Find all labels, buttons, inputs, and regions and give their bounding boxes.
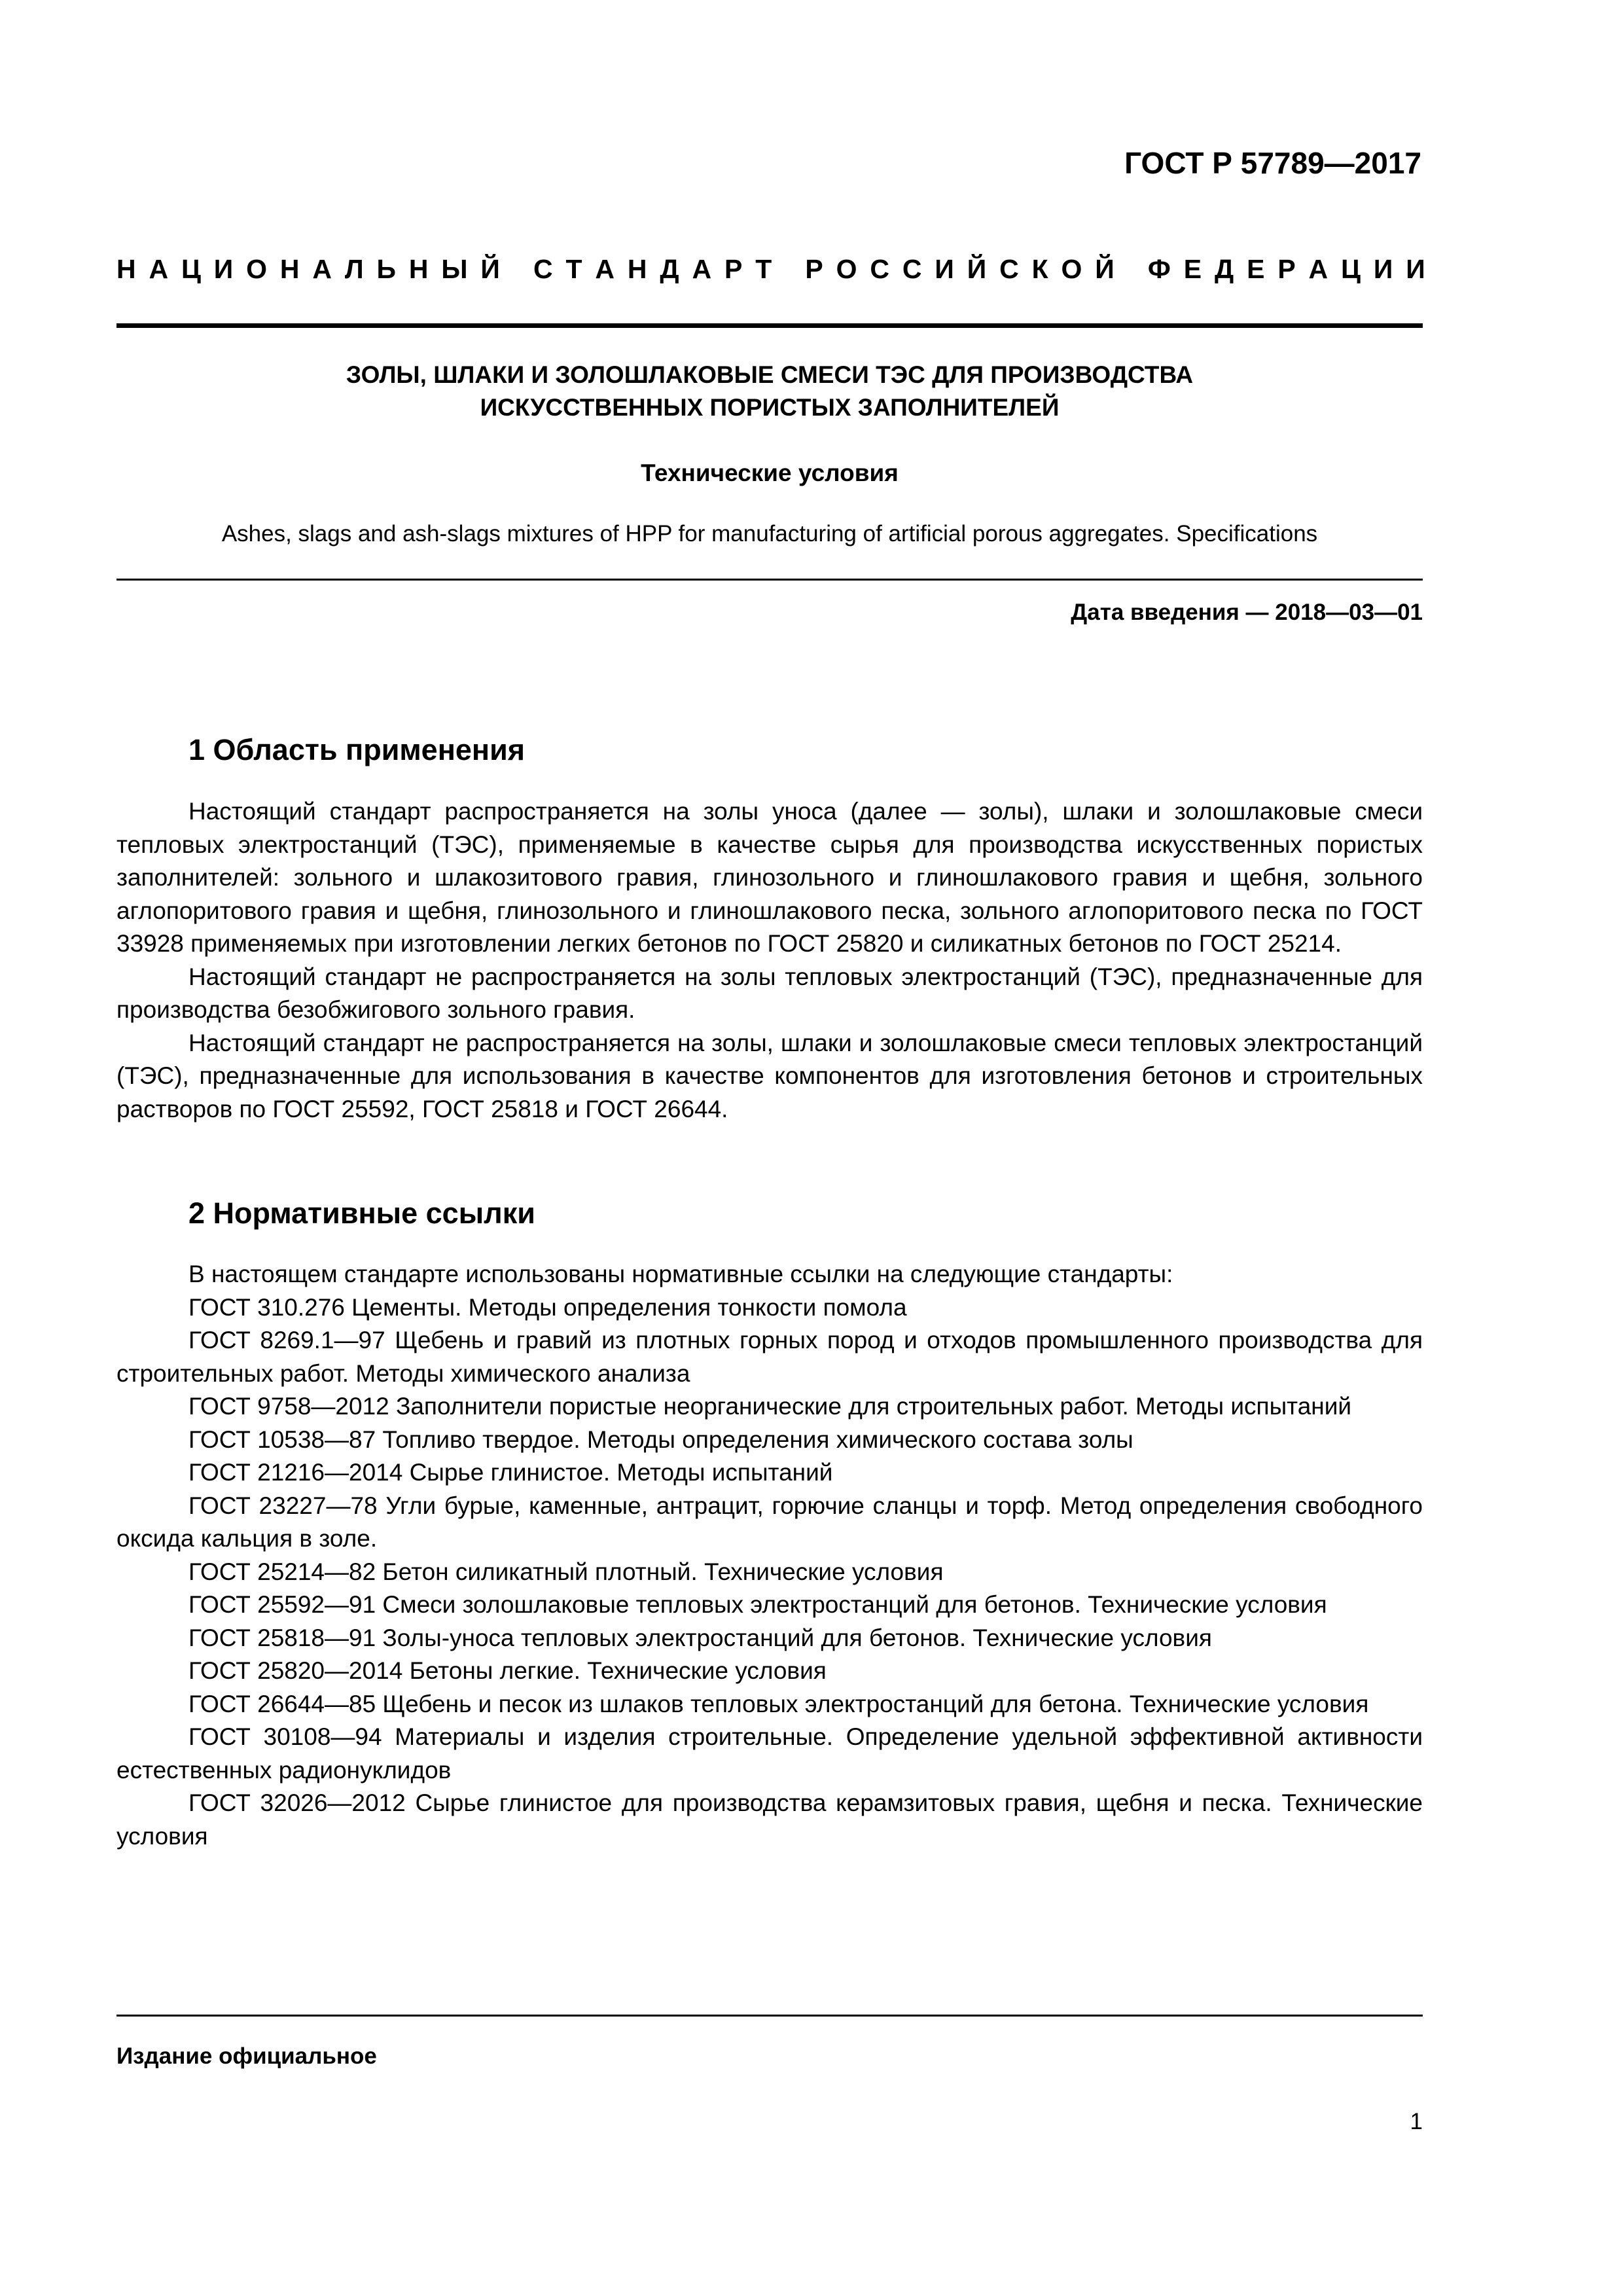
- banner-letter: [785, 254, 792, 285]
- section-1-body: [116, 795, 1423, 1126]
- banner-letter: С: [533, 254, 553, 284]
- reference-item: ГОСТ 25214—82 Бетон силикатный плотный. Технические условия: [188, 1558, 944, 1585]
- banner-letter: Н: [279, 254, 300, 284]
- introduction-date: Дата введения — 2018—03—01: [1071, 600, 1423, 625]
- footer-divider: [116, 2015, 1423, 2017]
- section-2-body: [116, 1258, 1423, 1853]
- banner-letter: Й: [1095, 254, 1115, 284]
- document-subtitle: Технические условия: [641, 459, 899, 486]
- banner-letter: Т: [755, 254, 772, 284]
- reference-item: ГОСТ 25820—2014 Бетоны легкие. Технические условия: [188, 1657, 827, 1684]
- banner-letter: [1128, 254, 1135, 285]
- banner-letter: И: [935, 254, 954, 284]
- english-title: Ashes, slags and ash-slags mixtures of HPP for manufacturing of artificial porous aggregates. Specifications: [221, 521, 1318, 547]
- section-2-heading: 2 Нормативные ссылки: [188, 1196, 535, 1230]
- banner-letter: К: [1031, 254, 1048, 284]
- reference-item: ГОСТ 23227—78 Угли бурые, каменные, антрацит, горючие сланцы и торф. Метод определения свободного оксида кальция в золе.: [116, 1492, 1423, 1552]
- paragraph: В настоящем стандарте использованы нормативные ссылки на следующие стандарты:: [188, 1261, 1173, 1287]
- official-edition-label: Издание официальное: [116, 2043, 377, 2069]
- banner-letter: С: [999, 254, 1019, 284]
- thick-divider: [116, 323, 1423, 328]
- banner-letter: С: [870, 254, 890, 284]
- banner-letter: Н: [408, 254, 429, 284]
- banner-letter: И: [1406, 254, 1425, 284]
- national-standard-banner: [116, 254, 1425, 285]
- banner-letter: Й: [480, 254, 500, 284]
- paragraph: Настоящий стандарт не распространяется на золы тепловых электростанций (ТЭС), предназначенные для производства безобжигового зольного гравия.: [116, 963, 1423, 1023]
- banner-letter: Р: [1277, 254, 1296, 284]
- banner-letter: Н: [627, 254, 647, 284]
- title-line-2: ИСКУССТВЕННЫХ ПОРИСТЫХ ЗАПОЛНИТЕЛЕЙ: [480, 394, 1060, 421]
- banner-letter: О: [1061, 254, 1082, 284]
- banner-letter: [513, 254, 520, 285]
- banner-letter: Ь: [376, 254, 397, 284]
- banner-letter: Л: [344, 254, 364, 284]
- banner-letter: Д: [660, 254, 679, 284]
- title-line-1: ЗОЛЫ, ШЛАКИ И ЗОЛОШЛАКОВЫЕ СМЕСИ ТЭС ДЛЯ ПРОИЗВОДСТВА: [346, 361, 1194, 388]
- banner-letter: Д: [1214, 254, 1234, 284]
- banner-letter: Ы: [441, 254, 468, 284]
- banner-letter: Е: [1183, 254, 1202, 284]
- banner-letter: Й: [967, 254, 987, 284]
- banner-letter: Т: [565, 254, 582, 284]
- banner-letter: Н: [116, 254, 136, 284]
- banner-letter: О: [246, 254, 268, 284]
- reference-item: ГОСТ 30108—94 Материалы и изделия строительные. Определение удельной эффективной активности естественных радионуклидов: [116, 1723, 1423, 1784]
- reference-item: ГОСТ 9758—2012 Заполнители пористые неорганические для строительных работ. Методы испытаний: [188, 1393, 1352, 1420]
- reference-item: ГОСТ 25818—91 Золы-уноса тепловых электростанций для бетонов. Технические условия: [188, 1624, 1212, 1651]
- reference-item: ГОСТ 25592—91 Смеси золошлаковые тепловых электростанций для бетонов. Технические условия: [188, 1591, 1327, 1618]
- banner-letter: Р: [805, 254, 823, 284]
- reference-item: ГОСТ 21216—2014 Сырье глинистое. Методы испытаний: [188, 1459, 833, 1486]
- page-number: 1: [1410, 2109, 1423, 2134]
- banner-letter: А: [1308, 254, 1329, 284]
- section-1-heading: 1 Область применения: [188, 733, 526, 766]
- reference-item: ГОСТ 32026—2012 Сырье глинистое для производства керамзитовых гравия, щебня и песка. Технические условия: [116, 1789, 1423, 1850]
- banner-letter: А: [149, 254, 169, 284]
- banner-letter: А: [595, 254, 615, 284]
- banner-letter: Ц: [181, 254, 201, 284]
- title-divider: [116, 579, 1423, 581]
- paragraph: Настоящий стандарт распространяется на золы уноса (далее — золы), шлаки и золошлаковые смеси тепловых электростанций (ТЭС), применяемые в качестве сырья для производства искусственных пористых заполнителей: зольного и шлакозитового гравия, глинозольного и глиношлакового гравия и щебня, зольного аглопоритового гравия и щебня, глинозольного и глиношлакового песка, зольного аглопоритового песка по ГОСТ 33928 применяемых при изготовлении легких бетонов по ГОСТ 25820 и силикатных бетонов по ГОСТ 25214.: [116, 798, 1423, 957]
- banner-letter: Р: [724, 254, 743, 284]
- banner-letter: Е: [1247, 254, 1265, 284]
- reference-item: ГОСТ 8269.1—97 Щебень и гравий из плотных горных пород и отходов промышленного производства для строительных работ. Методы химического анализа: [116, 1327, 1423, 1387]
- reference-item: ГОСТ 10538—87 Топливо твердое. Методы определения химического состава золы: [188, 1426, 1133, 1453]
- banner-letter: И: [213, 254, 234, 284]
- standard-number: ГОСТ Р 57789—2017: [1124, 146, 1421, 180]
- banner-letter: С: [902, 254, 922, 284]
- banner-letter: Ф: [1147, 254, 1171, 284]
- banner-letter: Ц: [1341, 254, 1361, 284]
- banner-letter: И: [1373, 254, 1393, 284]
- banner-letter: А: [312, 254, 332, 284]
- document-title: [116, 359, 1423, 424]
- banner-letter: О: [836, 254, 857, 284]
- banner-letter: А: [692, 254, 712, 284]
- paragraph: Настоящий стандарт не распространяется на золы, шлаки и золошлаковые смеси тепловых электростанций (ТЭС), предназначенные для использования в качестве компонентов для изготовления бетонов и строительных растворов по ГОСТ 25592, ГОСТ 25818 и ГОСТ 26644.: [116, 1029, 1423, 1122]
- reference-item: ГОСТ 310.276 Цементы. Методы определения тонкости помола: [188, 1293, 907, 1321]
- reference-item: ГОСТ 26644—85 Щебень и песок из шлаков тепловых электростанций для бетона. Технические условия: [188, 1690, 1369, 1717]
